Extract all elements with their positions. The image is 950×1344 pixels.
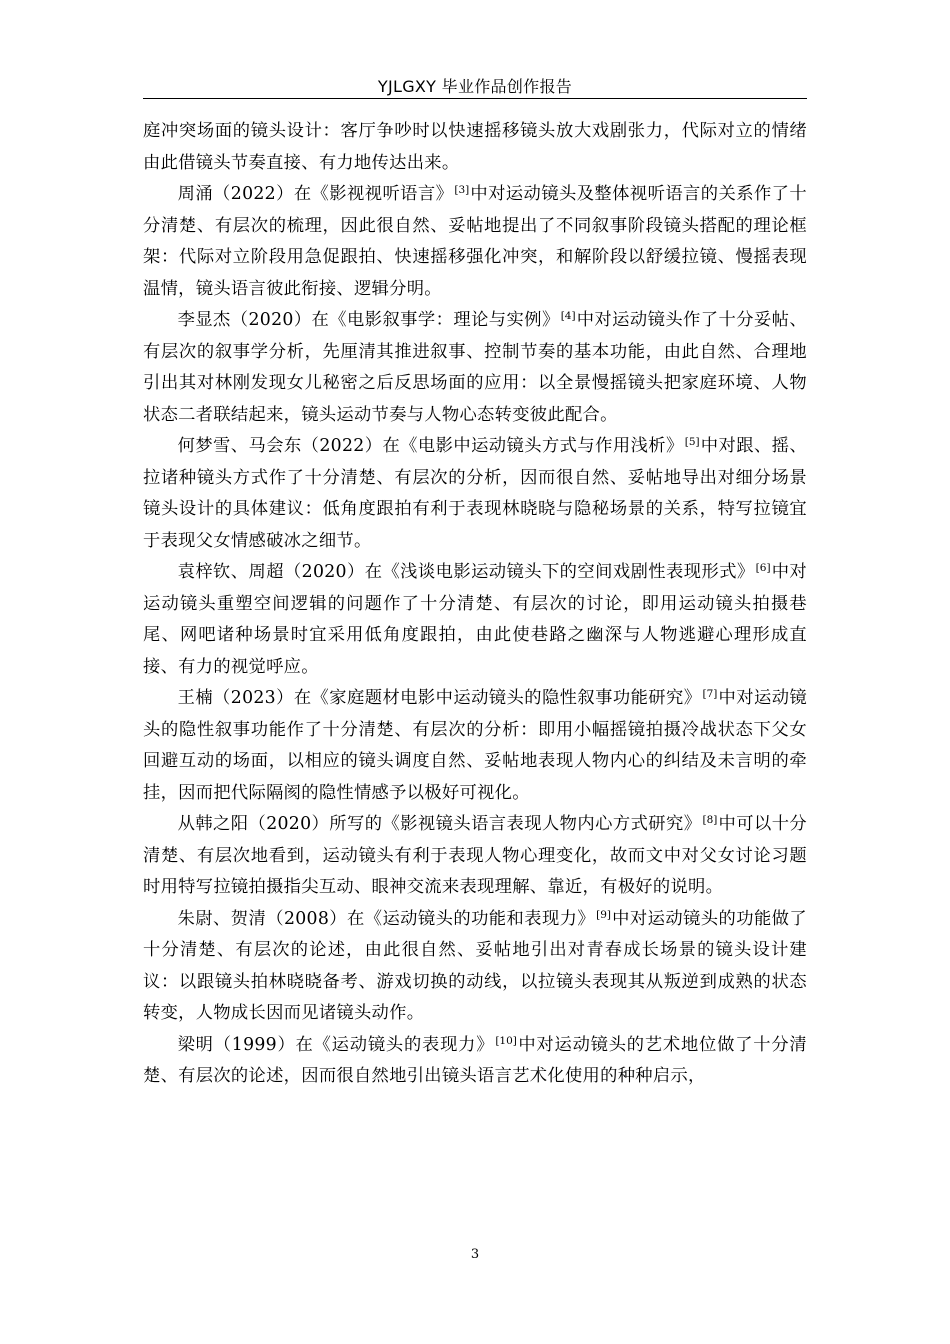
paragraph-text: 朱尉、贺清（2008）在《运动镜头的功能和表现力》	[177, 908, 596, 929]
citation-reference: [6]	[755, 562, 771, 574]
paragraph-text: 中对运动镜头重塑空间逻辑的问题作了十分清楚、有层次的讨论，即用运动镜头拍摄巷尾、网吧诸种场景时宜采用低角度跟拍，由此使巷路之幽深与人物逃避心理形成直接、有力的视觉呼应。	[143, 562, 807, 677]
citation-reference: [8]	[702, 814, 718, 826]
paragraph-text: 庭冲突场面的镜头设计：客厅争吵时以快速摇移镜头放大戏剧张力，代际对立的情绪由此借镜头节奏直接、有力地传达出来。	[143, 121, 807, 173]
body-paragraph	[143, 431, 807, 557]
page-number: 3	[470, 1247, 480, 1262]
paragraph-text: 从韩之阳（2020）所写的《影视镜头语言表现人物内心方式研究》	[177, 814, 702, 834]
body-paragraph	[143, 557, 807, 683]
body-paragraph	[143, 904, 807, 1030]
body-paragraph	[143, 179, 807, 305]
citation-reference: [4]	[560, 310, 576, 322]
paragraph-text: 中对运动镜头的隐性叙事功能作了十分清楚、有层次的分析：即用小幅摇镜拍摄冷战状态下父女回避互动的场面，以相应的镜头调度自然、妥帖地表现人物内心的纠结及未言明的牵挂，因而把代际隔阂的隐性情感予以极好可视化。	[143, 688, 807, 803]
paragraph-text: 中对运动镜头的艺术地位做了十分清楚、有层次的论述，因而很自然地引出镜头语言艺术化使用的种种启示，	[143, 1034, 807, 1086]
paragraph-text: 王楠（2023）在《家庭题材电影中运动镜头的隐性叙事功能研究》	[177, 688, 702, 708]
paragraph-text: 中对运动镜头及整体视听语言的关系作了十分清楚、有层次的梳理，因此很自然、妥帖地提出了不同叙事阶段镜头搭配的理论框架：代际对立阶段用急促跟拍、快速摇移强化冲突，和解阶段以舒缓拉镜、慢摇表现温情，镜头语言彼此衔接、逻辑分明。	[143, 184, 807, 299]
paragraph-text: 中对运动镜头的功能做了十分清楚、有层次的论述，由此很自然、妥帖地引出对青春成长场景的镜头设计建议：以跟镜头拍林晓晓备考、游戏切换的动线，以拉镜头表现其从叛逆到成熟的状态转变，人物成长因而见诸镜头动作。	[143, 908, 807, 1023]
header-divider	[143, 98, 807, 99]
paragraph-text: 中可以十分清楚、有层次地看到，运动镜头有利于表现人物心理变化，故而文中对父女讨论习题时用特写拉镜拍摄指尖互动、眼神交流来表现理解、靠近，有极好的说明。	[143, 814, 807, 897]
citation-reference: [10]	[495, 1034, 517, 1047]
body-paragraph	[143, 809, 807, 904]
citation-reference: [3]	[454, 184, 470, 196]
body-paragraph	[143, 683, 807, 809]
citation-reference: [7]	[702, 688, 718, 700]
document-body	[143, 116, 807, 1093]
paragraph-text: 周涌（2022）在《影视视听语言》	[177, 184, 454, 204]
paragraph-text: 何梦雪、马会东（2022）在《电影中运动镜头方式与作用浅析》	[177, 436, 684, 456]
body-paragraph	[143, 305, 807, 431]
citation-reference: [9]	[596, 908, 612, 921]
body-paragraph	[143, 1030, 807, 1093]
paragraph-text: 梁明（1999）在《运动镜头的表现力》	[177, 1034, 495, 1055]
paragraph-text: 袁梓钦、周超（2020）在《浅谈电影运动镜头下的空间戏剧性表现形式》	[177, 562, 755, 582]
body-paragraph	[143, 116, 807, 179]
paragraph-text: 中对跟、摇、拉诸种镜头方式作了十分清楚、有层次的分析，因而很自然、妥帖地导出对细分场景镜头设计的具体建议：低角度跟拍有利于表现林晓晓与隐秘场景的关系，特写拉镜宜于表现父女情感破冰之细节。	[143, 436, 807, 551]
page-header-title: YJLGXY 毕业作品创作报告	[377, 77, 573, 96]
paragraph-text: 中对运动镜头作了十分妥帖、有层次的叙事学分析，先厘清其推进叙事、控制节奏的基本功能，由此自然、合理地引出其对林刚发现女儿秘密之后反思场面的应用：以全景慢摇镜头把家庭环境、人物状态二者联结起来，镜头运动节奏与人物心态转变彼此配合。	[143, 310, 807, 425]
citation-reference: [5]	[684, 436, 700, 448]
paragraph-text: 李显杰（2020）在《电影叙事学：理论与实例》	[177, 310, 560, 330]
